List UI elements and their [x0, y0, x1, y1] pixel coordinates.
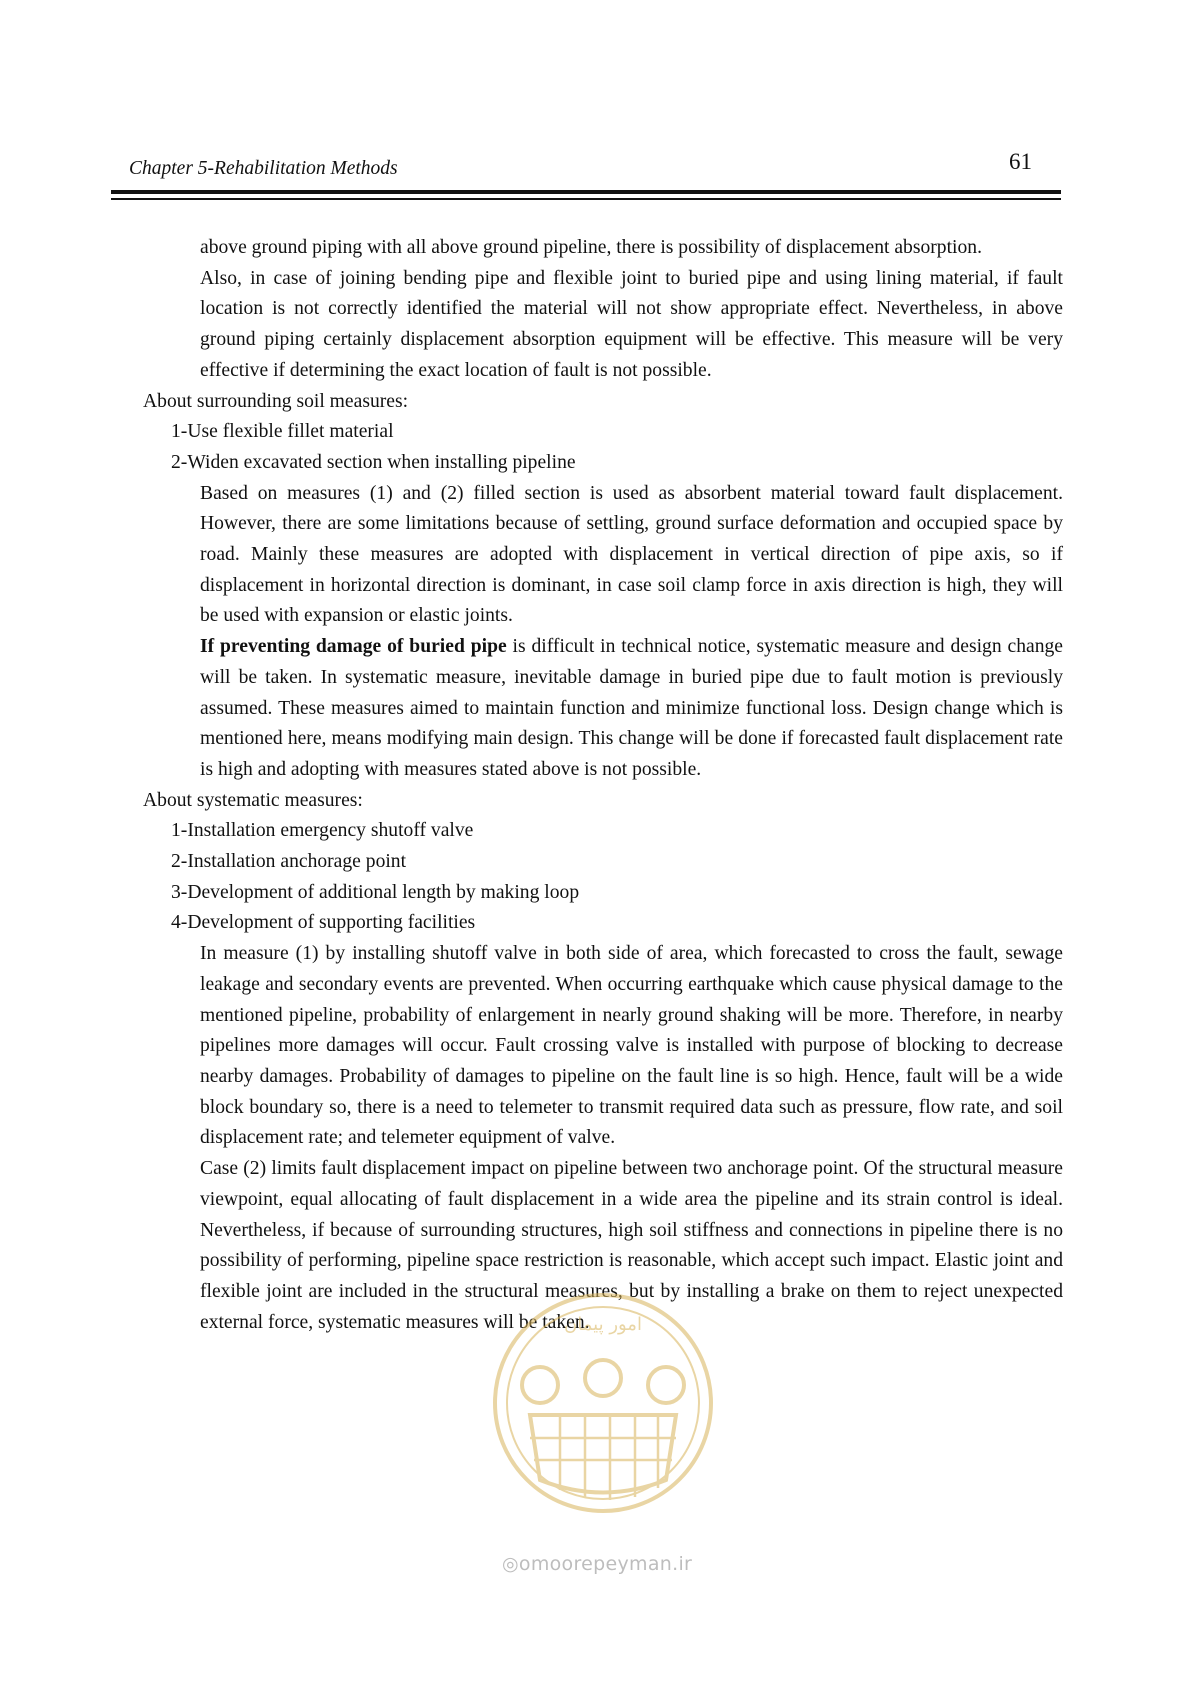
header-rule-thick	[111, 190, 1061, 194]
chapter-header-title: Chapter 5-Rehabilitation Methods	[129, 158, 398, 179]
list-item-systematic-2: 2-Installation anchorage point	[171, 851, 407, 873]
paragraph-preventing-damage	[200, 632, 1063, 786]
list-item-systematic-3: 3-Development of additional length by making loop	[171, 881, 580, 903]
watermark-site-icon: ◎	[502, 1553, 519, 1575]
watermark-seal-icon	[490, 1290, 716, 1516]
paragraph-shutoff-valve: In measure (1) by installing shutoff valve in both side of area, which forecasted to cross the fault, sewage leakage and secondary events are prevented. When occurring earthquake which cause physical damage to the mentioned pipeline, probability of enlargement in nearly ground shaking will be more. Therefore, in nearby pipelines more damages will occur. Fault crossing valve is installed with purpose of blocking to decrease nearby damages. Probability of damages to pipeline on the fault line is so high. Hence, fault will be a wide block boundary so, there is a need to telemeter to transmit required data such as pressure, flow rate, and soil displacement rate; and telemeter equipment of valve.	[200, 943, 1063, 1149]
header-rule-thin	[111, 198, 1061, 200]
paragraph-continuation: above ground piping with all above ground pipeline, there is possibility of displacement absorption.	[200, 237, 982, 258]
svg-text:امور پیمان: امور پیمان	[564, 1314, 642, 1335]
list-item-systematic-4: 4-Development of supporting facilities	[171, 912, 476, 934]
page-body	[0, 233, 1191, 1338]
list-item-soil-2: 2-Widen excavated section when installing pipeline	[171, 451, 576, 473]
paragraph-filled-section: Based on measures (1) and (2) filled section is used as absorbent material toward fault displacement. However, there are some limitations because of settling, ground surface deformation and occupied space by road. Mainly these measures are adopted with displacement in vertical direction of pipe axis, so if displacement in horizontal direction is dominant, in case soil clamp force in axis direction is high, they will be used with expansion or elastic joints.	[200, 482, 1063, 627]
heading-systematic-measures: About systematic measures:	[143, 789, 363, 811]
heading-soil-measures: About surrounding soil measures:	[143, 390, 409, 412]
page-number: 61	[1009, 149, 1032, 174]
bold-lead-phrase: If preventing damage of buried pipe	[200, 636, 507, 658]
paragraph-anchorage-point: Case (2) limits fault displacement impact on pipeline between two anchorage point. Of the structural measure viewpoint, equal allocating of fault displacement in a wide area the pipeline and its strain control is ideal. Nevertheless, if because of surrounding structures, high soil stiffness and connections in pipeline there is no possibility of performing, pipeline space restriction is reasonable, which accept such impact. Elastic joint and flexible joint are included in the structural measures, but by installing a brake on them to reject unexpected external force, systematic measures will be taken.	[200, 1158, 1063, 1333]
watermark-site-text: omoorepeyman.ir	[518, 1553, 693, 1575]
watermark-site-label	[502, 1553, 692, 1575]
list-item-systematic-1: 1-Installation emergency shutoff valve	[171, 820, 474, 842]
paragraph-preventing-damage-text: is difficult in technical notice, systematic measure and design change will be taken. In systematic measure, inevitable damage in buried pipe due to fault motion is previously assumed. These measures aimed to maintain function and minimize functional loss. Design change which is mentioned here, means modifying main design. This change will be done if forecasted fault displacement rate is high and adopting with measures stated above is not possible.	[200, 636, 1064, 780]
paragraph-bending-pipe: Also, in case of joining bending pipe and flexible joint to buried pipe and using lining material, if fault location is not correctly identified the material will not show appropriate effect. Nevertheless, in above ground piping certainly displacement absorption equipment will be effective. This measure will be very effective if determining the exact location of fault is not possible.	[200, 267, 1063, 381]
list-item-soil-1: 1-Use flexible fillet material	[171, 421, 394, 443]
